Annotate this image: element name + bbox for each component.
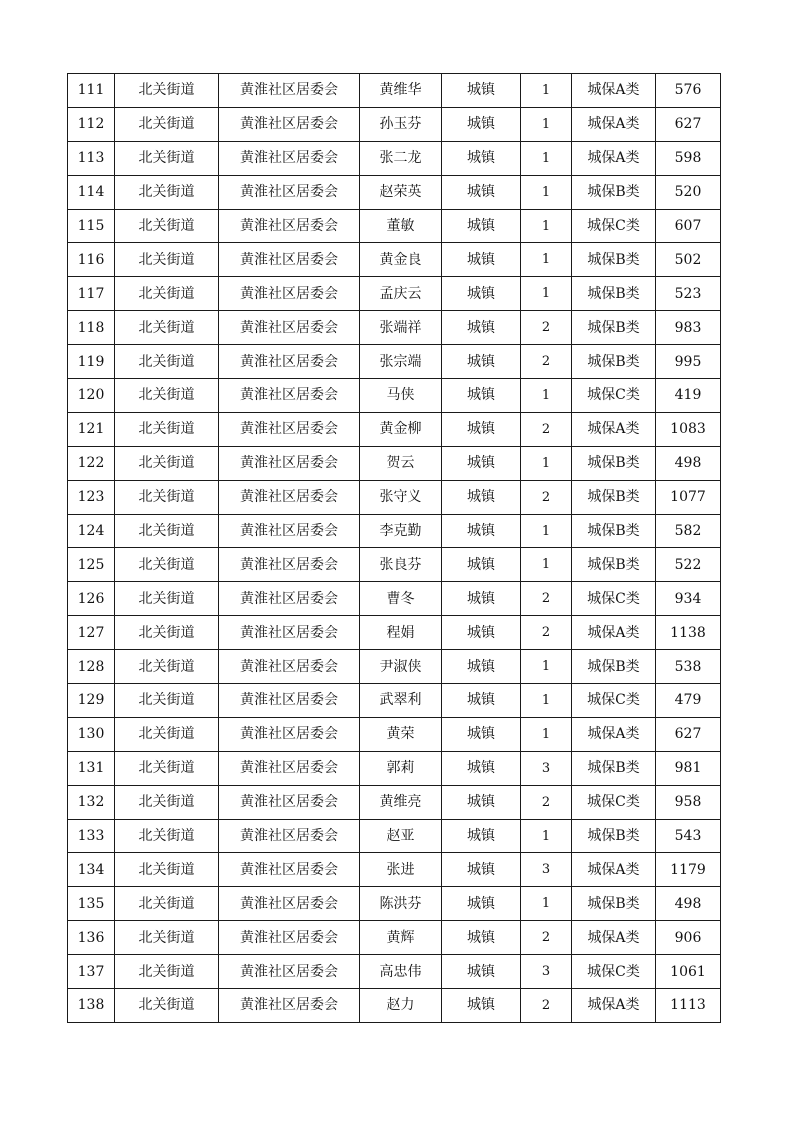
cell-category: 城保C类 [572,684,656,718]
cell-amount: 958 [656,785,721,819]
cell-household-count: 1 [521,446,572,480]
cell-committee: 黄淮社区居委会 [219,785,360,819]
cell-serial-number: 112 [68,107,115,141]
cell-amount: 627 [656,107,721,141]
cell-person-name: 孟庆云 [360,277,442,311]
table-row [68,684,721,718]
cell-area-type: 城镇 [442,446,521,480]
cell-area-type: 城镇 [442,819,521,853]
cell-amount: 502 [656,243,721,277]
cell-committee: 黄淮社区居委会 [219,650,360,684]
cell-household-count: 1 [521,74,572,108]
cell-category: 城保B类 [572,751,656,785]
cell-category: 城保B类 [572,819,656,853]
cell-person-name: 张良芬 [360,548,442,582]
cell-area-type: 城镇 [442,853,521,887]
cell-household-count: 1 [521,141,572,175]
cell-category: 城保A类 [572,989,656,1023]
cell-serial-number: 136 [68,921,115,955]
cell-committee: 黄淮社区居委会 [219,311,360,345]
cell-street: 北关街道 [115,548,219,582]
table-row [68,853,721,887]
cell-household-count: 2 [521,921,572,955]
cell-serial-number: 129 [68,684,115,718]
cell-serial-number: 135 [68,887,115,921]
cell-household-count: 1 [521,650,572,684]
cell-household-count: 1 [521,548,572,582]
cell-person-name: 黄荣 [360,717,442,751]
cell-amount: 934 [656,582,721,616]
cell-area-type: 城镇 [442,650,521,684]
cell-area-type: 城镇 [442,582,521,616]
cell-person-name: 郭莉 [360,751,442,785]
table-row [68,243,721,277]
table-row [68,209,721,243]
cell-street: 北关街道 [115,684,219,718]
cell-serial-number: 122 [68,446,115,480]
cell-serial-number: 118 [68,311,115,345]
cell-street: 北关街道 [115,514,219,548]
cell-street: 北关街道 [115,717,219,751]
cell-household-count: 2 [521,785,572,819]
cell-household-count: 1 [521,887,572,921]
cell-street: 北关街道 [115,887,219,921]
cell-serial-number: 132 [68,785,115,819]
cell-area-type: 城镇 [442,785,521,819]
cell-category: 城保B类 [572,650,656,684]
cell-person-name: 赵力 [360,989,442,1023]
cell-area-type: 城镇 [442,887,521,921]
cell-person-name: 程娟 [360,616,442,650]
table-row [68,717,721,751]
cell-household-count: 1 [521,277,572,311]
cell-committee: 黄淮社区居委会 [219,887,360,921]
cell-category: 城保B类 [572,243,656,277]
cell-area-type: 城镇 [442,514,521,548]
table-row [68,785,721,819]
table-row [68,921,721,955]
cell-committee: 黄淮社区居委会 [219,684,360,718]
cell-street: 北关街道 [115,209,219,243]
cell-amount: 582 [656,514,721,548]
cell-person-name: 赵荣英 [360,175,442,209]
cell-category: 城保B类 [572,887,656,921]
cell-area-type: 城镇 [442,277,521,311]
cell-street: 北关街道 [115,243,219,277]
cell-serial-number: 124 [68,514,115,548]
cell-street: 北关街道 [115,785,219,819]
cell-amount: 538 [656,650,721,684]
cell-person-name: 孙玉芬 [360,107,442,141]
cell-area-type: 城镇 [442,480,521,514]
cell-area-type: 城镇 [442,311,521,345]
table-row [68,107,721,141]
cell-household-count: 2 [521,480,572,514]
cell-person-name: 董敏 [360,209,442,243]
cell-committee: 黄淮社区居委会 [219,853,360,887]
table-row [68,819,721,853]
cell-amount: 498 [656,446,721,480]
cell-committee: 黄淮社区居委会 [219,243,360,277]
cell-amount: 1083 [656,412,721,446]
cell-amount: 523 [656,277,721,311]
cell-person-name: 李克勤 [360,514,442,548]
cell-serial-number: 138 [68,989,115,1023]
cell-category: 城保B类 [572,345,656,379]
cell-category: 城保A类 [572,107,656,141]
cell-committee: 黄淮社区居委会 [219,446,360,480]
cell-serial-number: 137 [68,955,115,989]
table-row [68,582,721,616]
cell-category: 城保B类 [572,311,656,345]
cell-person-name: 黄维华 [360,74,442,108]
cell-committee: 黄淮社区居委会 [219,616,360,650]
cell-person-name: 张二龙 [360,141,442,175]
cell-area-type: 城镇 [442,209,521,243]
cell-category: 城保A类 [572,921,656,955]
cell-amount: 479 [656,684,721,718]
cell-amount: 995 [656,345,721,379]
table-row [68,955,721,989]
table-row [68,74,721,108]
cell-area-type: 城镇 [442,175,521,209]
cell-committee: 黄淮社区居委会 [219,379,360,413]
document-table-container [67,73,720,1023]
cell-household-count: 1 [521,243,572,277]
cell-area-type: 城镇 [442,921,521,955]
table-row [68,141,721,175]
cell-category: 城保C类 [572,785,656,819]
cell-area-type: 城镇 [442,141,521,175]
table-row [68,412,721,446]
cell-street: 北关街道 [115,616,219,650]
cell-area-type: 城镇 [442,684,521,718]
cell-serial-number: 111 [68,74,115,108]
cell-committee: 黄淮社区居委会 [219,277,360,311]
cell-street: 北关街道 [115,650,219,684]
cell-street: 北关街道 [115,107,219,141]
cell-street: 北关街道 [115,853,219,887]
cell-category: 城保B类 [572,446,656,480]
cell-area-type: 城镇 [442,717,521,751]
cell-serial-number: 117 [68,277,115,311]
table-row [68,650,721,684]
table-body [68,74,721,1023]
cell-committee: 黄淮社区居委会 [219,412,360,446]
cell-street: 北关街道 [115,921,219,955]
cell-household-count: 1 [521,175,572,209]
cell-person-name: 陈洪芬 [360,887,442,921]
table-row [68,751,721,785]
table-row [68,446,721,480]
cell-person-name: 高忠伟 [360,955,442,989]
cell-street: 北关街道 [115,989,219,1023]
cell-area-type: 城镇 [442,548,521,582]
cell-street: 北关街道 [115,141,219,175]
cell-serial-number: 113 [68,141,115,175]
cell-household-count: 1 [521,684,572,718]
cell-person-name: 赵亚 [360,819,442,853]
table-row [68,887,721,921]
cell-serial-number: 115 [68,209,115,243]
table-row [68,616,721,650]
cell-serial-number: 123 [68,480,115,514]
cell-street: 北关街道 [115,379,219,413]
cell-household-count: 3 [521,955,572,989]
cell-person-name: 张端祥 [360,311,442,345]
cell-committee: 黄淮社区居委会 [219,141,360,175]
cell-street: 北关街道 [115,955,219,989]
cell-category: 城保C类 [572,209,656,243]
cell-category: 城保A类 [572,853,656,887]
cell-street: 北关街道 [115,751,219,785]
cell-committee: 黄淮社区居委会 [219,548,360,582]
cell-household-count: 3 [521,853,572,887]
cell-street: 北关街道 [115,345,219,379]
cell-category: 城保A类 [572,616,656,650]
cell-category: 城保B类 [572,480,656,514]
cell-area-type: 城镇 [442,955,521,989]
table-row [68,480,721,514]
cell-committee: 黄淮社区居委会 [219,582,360,616]
cell-committee: 黄淮社区居委会 [219,514,360,548]
cell-serial-number: 114 [68,175,115,209]
cell-category: 城保B类 [572,175,656,209]
cell-person-name: 黄维亮 [360,785,442,819]
cell-amount: 1179 [656,853,721,887]
cell-serial-number: 133 [68,819,115,853]
cell-amount: 520 [656,175,721,209]
table-row [68,548,721,582]
cell-committee: 黄淮社区居委会 [219,74,360,108]
cell-committee: 黄淮社区居委会 [219,345,360,379]
cell-committee: 黄淮社区居委会 [219,209,360,243]
cell-street: 北关街道 [115,74,219,108]
cell-category: 城保B类 [572,548,656,582]
cell-serial-number: 116 [68,243,115,277]
cell-street: 北关街道 [115,582,219,616]
cell-committee: 黄淮社区居委会 [219,989,360,1023]
cell-person-name: 黄金柳 [360,412,442,446]
cell-amount: 576 [656,74,721,108]
cell-household-count: 2 [521,345,572,379]
cell-household-count: 3 [521,751,572,785]
cell-street: 北关街道 [115,412,219,446]
cell-area-type: 城镇 [442,107,521,141]
cell-category: 城保A类 [572,717,656,751]
table-row [68,345,721,379]
table-row [68,311,721,345]
cell-serial-number: 134 [68,853,115,887]
cell-serial-number: 131 [68,751,115,785]
cell-household-count: 1 [521,107,572,141]
cell-household-count: 2 [521,616,572,650]
cell-category: 城保B类 [572,514,656,548]
cell-person-name: 张进 [360,853,442,887]
table-row [68,277,721,311]
cell-amount: 543 [656,819,721,853]
table-row [68,989,721,1023]
cell-area-type: 城镇 [442,379,521,413]
cell-amount: 498 [656,887,721,921]
cell-household-count: 1 [521,717,572,751]
cell-household-count: 2 [521,582,572,616]
cell-street: 北关街道 [115,446,219,480]
cell-amount: 419 [656,379,721,413]
cell-household-count: 1 [521,514,572,548]
cell-committee: 黄淮社区居委会 [219,751,360,785]
cell-household-count: 2 [521,412,572,446]
cell-person-name: 尹淑侠 [360,650,442,684]
cell-street: 北关街道 [115,819,219,853]
cell-household-count: 2 [521,311,572,345]
cell-street: 北关街道 [115,480,219,514]
cell-committee: 黄淮社区居委会 [219,955,360,989]
cell-committee: 黄淮社区居委会 [219,717,360,751]
cell-category: 城保C类 [572,582,656,616]
cell-committee: 黄淮社区居委会 [219,175,360,209]
cell-person-name: 贺云 [360,446,442,480]
table-row [68,514,721,548]
cell-amount: 1077 [656,480,721,514]
cell-amount: 522 [656,548,721,582]
cell-amount: 627 [656,717,721,751]
cell-area-type: 城镇 [442,74,521,108]
cell-amount: 1113 [656,989,721,1023]
cell-area-type: 城镇 [442,616,521,650]
cell-committee: 黄淮社区居委会 [219,819,360,853]
cell-serial-number: 121 [68,412,115,446]
cell-person-name: 曹冬 [360,582,442,616]
cell-person-name: 黄辉 [360,921,442,955]
cell-amount: 906 [656,921,721,955]
cell-committee: 黄淮社区居委会 [219,921,360,955]
cell-serial-number: 120 [68,379,115,413]
table-row [68,175,721,209]
cell-household-count: 1 [521,379,572,413]
cell-serial-number: 126 [68,582,115,616]
cell-amount: 607 [656,209,721,243]
cell-category: 城保A类 [572,412,656,446]
cell-serial-number: 128 [68,650,115,684]
cell-area-type: 城镇 [442,412,521,446]
cell-person-name: 张守义 [360,480,442,514]
table-row [68,379,721,413]
cell-area-type: 城镇 [442,345,521,379]
cell-street: 北关街道 [115,311,219,345]
cell-area-type: 城镇 [442,751,521,785]
cell-category: 城保A类 [572,141,656,175]
cell-person-name: 武翠利 [360,684,442,718]
cell-area-type: 城镇 [442,243,521,277]
cell-serial-number: 119 [68,345,115,379]
cell-amount: 598 [656,141,721,175]
cell-committee: 黄淮社区居委会 [219,107,360,141]
cell-amount: 1138 [656,616,721,650]
cell-person-name: 黄金良 [360,243,442,277]
cell-amount: 1061 [656,955,721,989]
cell-serial-number: 125 [68,548,115,582]
cell-serial-number: 130 [68,717,115,751]
cell-household-count: 1 [521,819,572,853]
cell-household-count: 2 [521,989,572,1023]
cell-amount: 981 [656,751,721,785]
cell-category: 城保C类 [572,379,656,413]
cell-amount: 983 [656,311,721,345]
cell-category: 城保A类 [572,74,656,108]
allowance-table [67,73,721,1023]
cell-area-type: 城镇 [442,989,521,1023]
cell-committee: 黄淮社区居委会 [219,480,360,514]
cell-household-count: 1 [521,209,572,243]
cell-category: 城保C类 [572,955,656,989]
cell-street: 北关街道 [115,277,219,311]
cell-category: 城保B类 [572,277,656,311]
cell-person-name: 马侠 [360,379,442,413]
cell-person-name: 张宗端 [360,345,442,379]
cell-serial-number: 127 [68,616,115,650]
cell-street: 北关街道 [115,175,219,209]
